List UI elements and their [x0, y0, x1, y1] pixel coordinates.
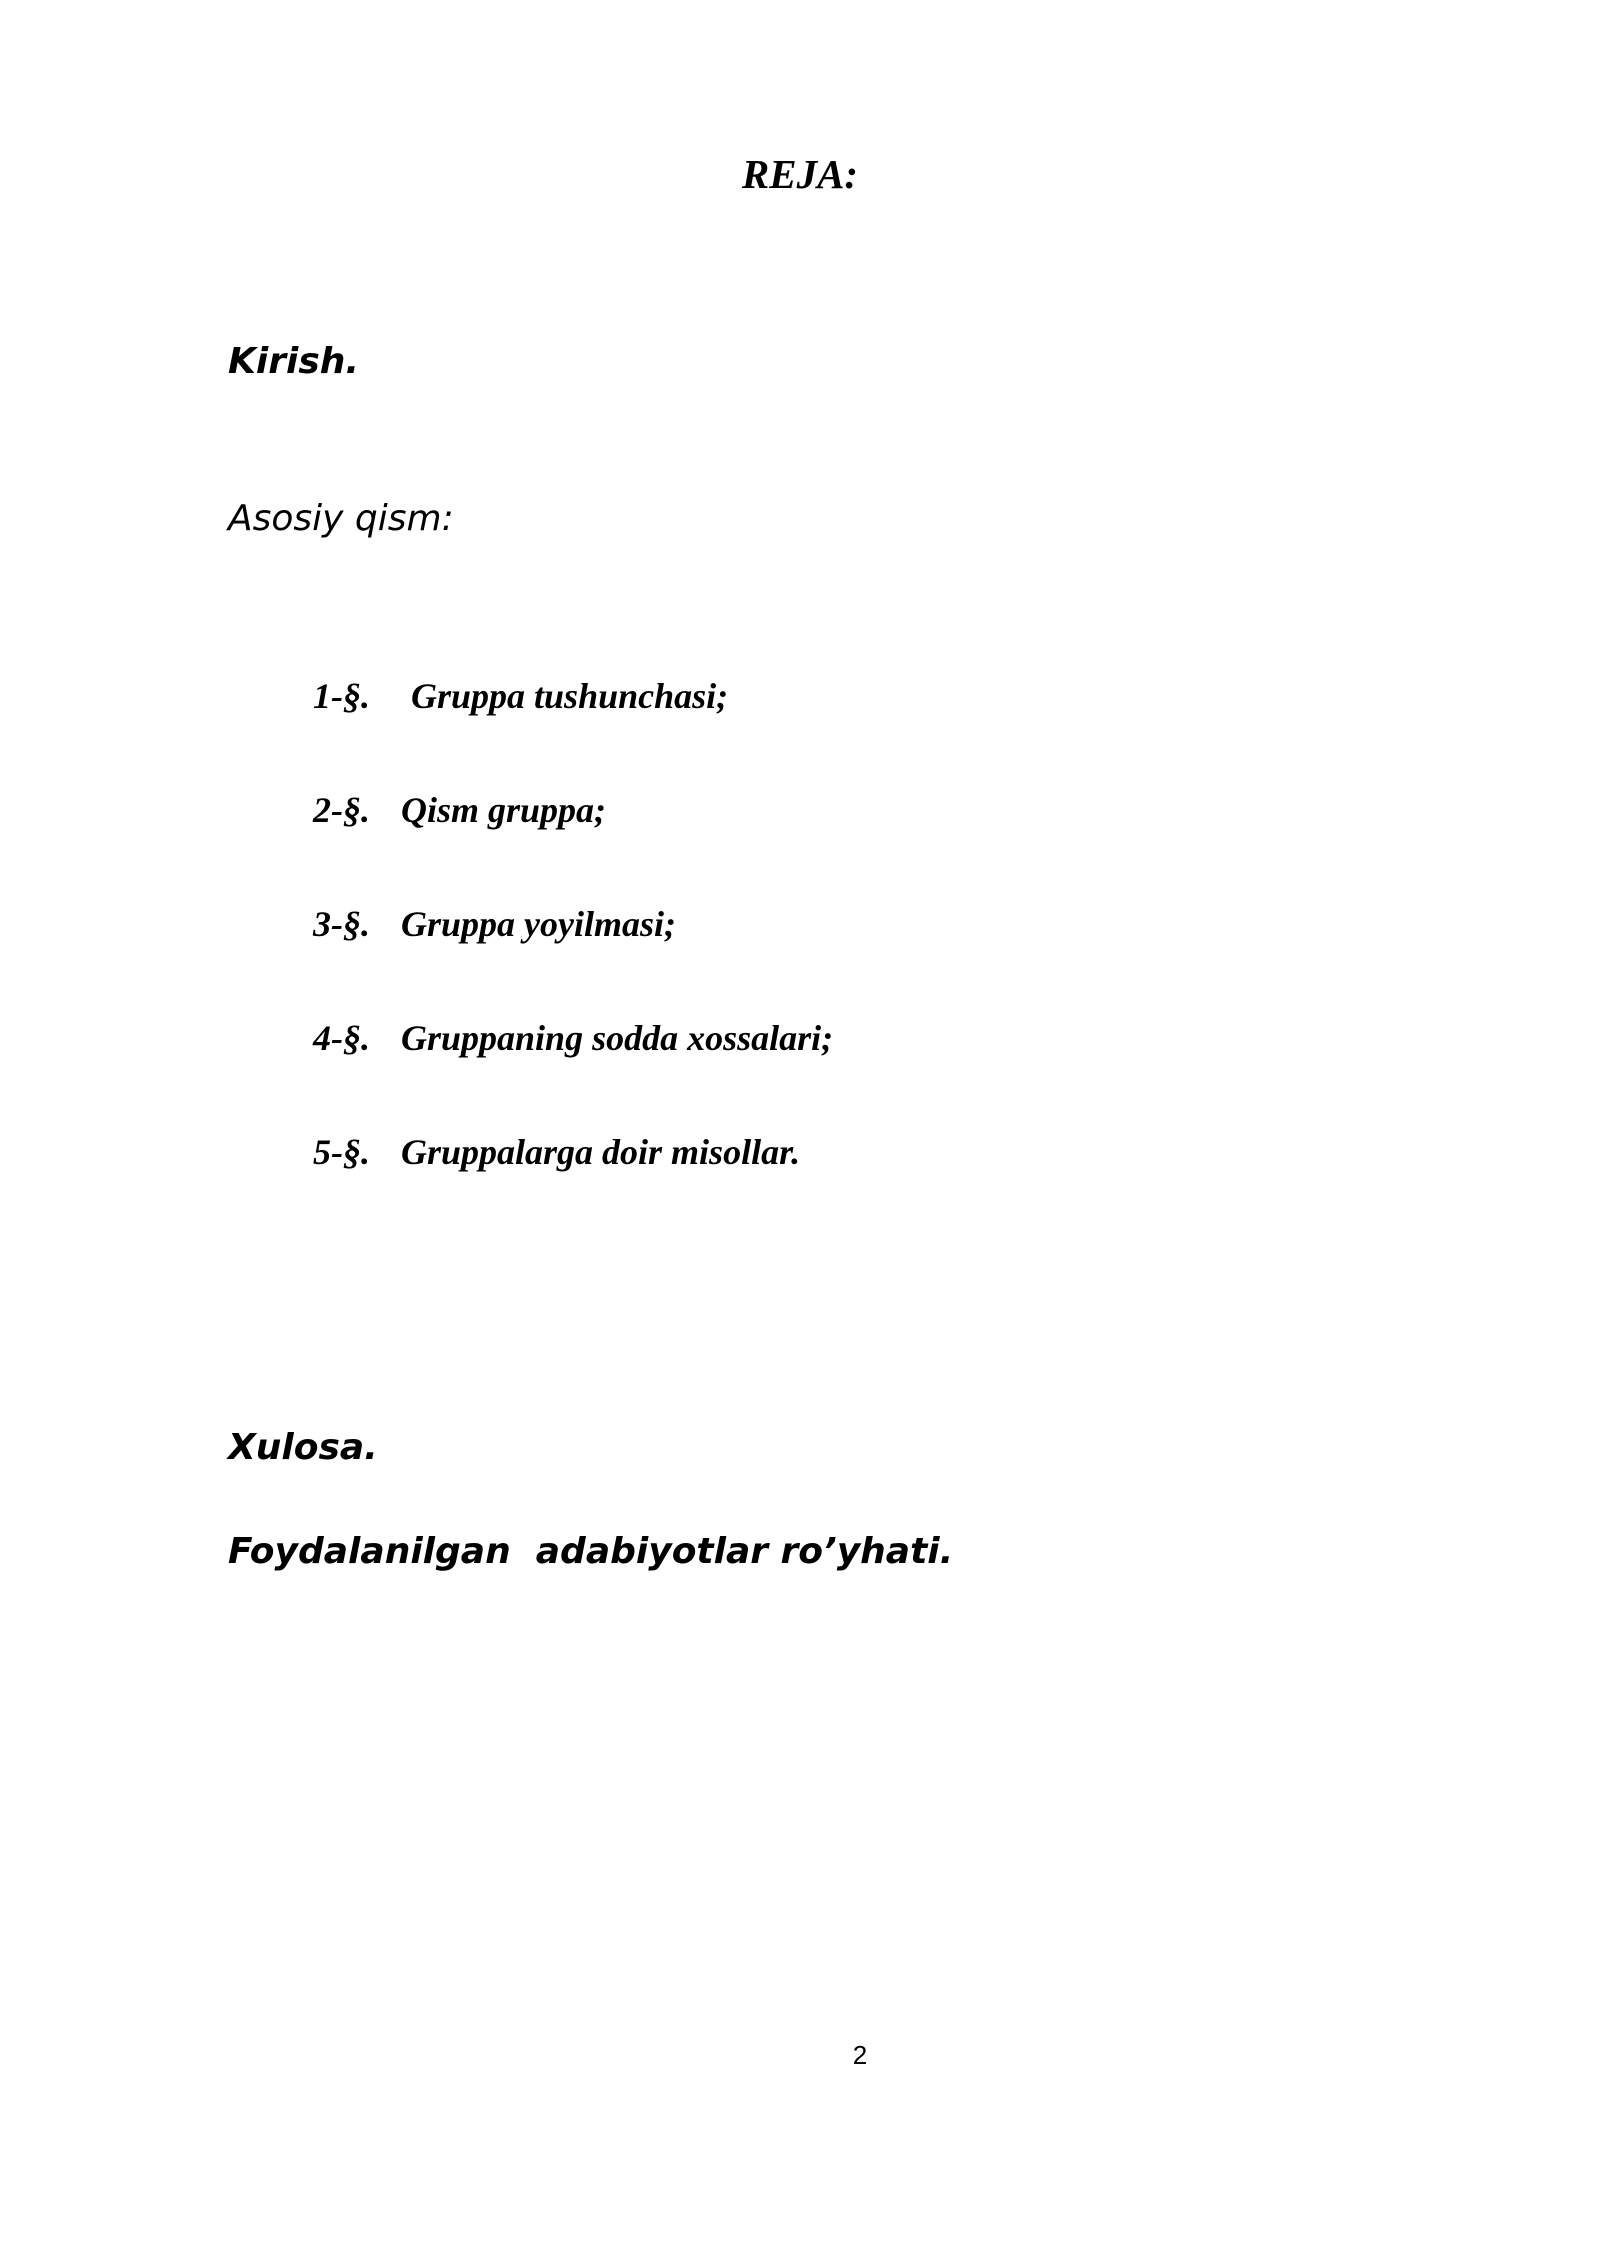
references-heading: Foydalanilgan adabiyotlar ro’yhati.: [228, 1531, 954, 1572]
plan-item: [277, 1088, 800, 1218]
plan-item-text: Gruppaning sodda xossalari;: [401, 1018, 834, 1059]
plan-item-text: Gruppa yoyilmasi;: [401, 904, 676, 945]
plan-item-number: 4-§.: [313, 1018, 370, 1059]
page-title: REJA:: [741, 151, 859, 197]
plan-item: [277, 632, 728, 762]
plan-item-number: 1-§.: [313, 676, 370, 717]
page-number: 2: [852, 2040, 868, 2070]
intro-heading: Kirish.: [228, 341, 360, 382]
plan-item-number: 3-§.: [313, 904, 370, 945]
plan-item-text: Gruppa tushunchasi;: [411, 676, 729, 717]
conclusion-heading: Xulosa.: [228, 1427, 378, 1468]
plan-item-number: 2-§.: [313, 790, 370, 831]
plan-item: [277, 860, 676, 990]
plan-item-text: Qism gruppa;: [401, 790, 607, 831]
main-part-heading: Asosiy qism:: [228, 498, 454, 539]
plan-item: [277, 746, 606, 876]
plan-item: [277, 974, 833, 1104]
plan-item-number: 5-§.: [313, 1132, 370, 1173]
plan-item-text: Gruppalarga doir misollar.: [401, 1132, 801, 1173]
